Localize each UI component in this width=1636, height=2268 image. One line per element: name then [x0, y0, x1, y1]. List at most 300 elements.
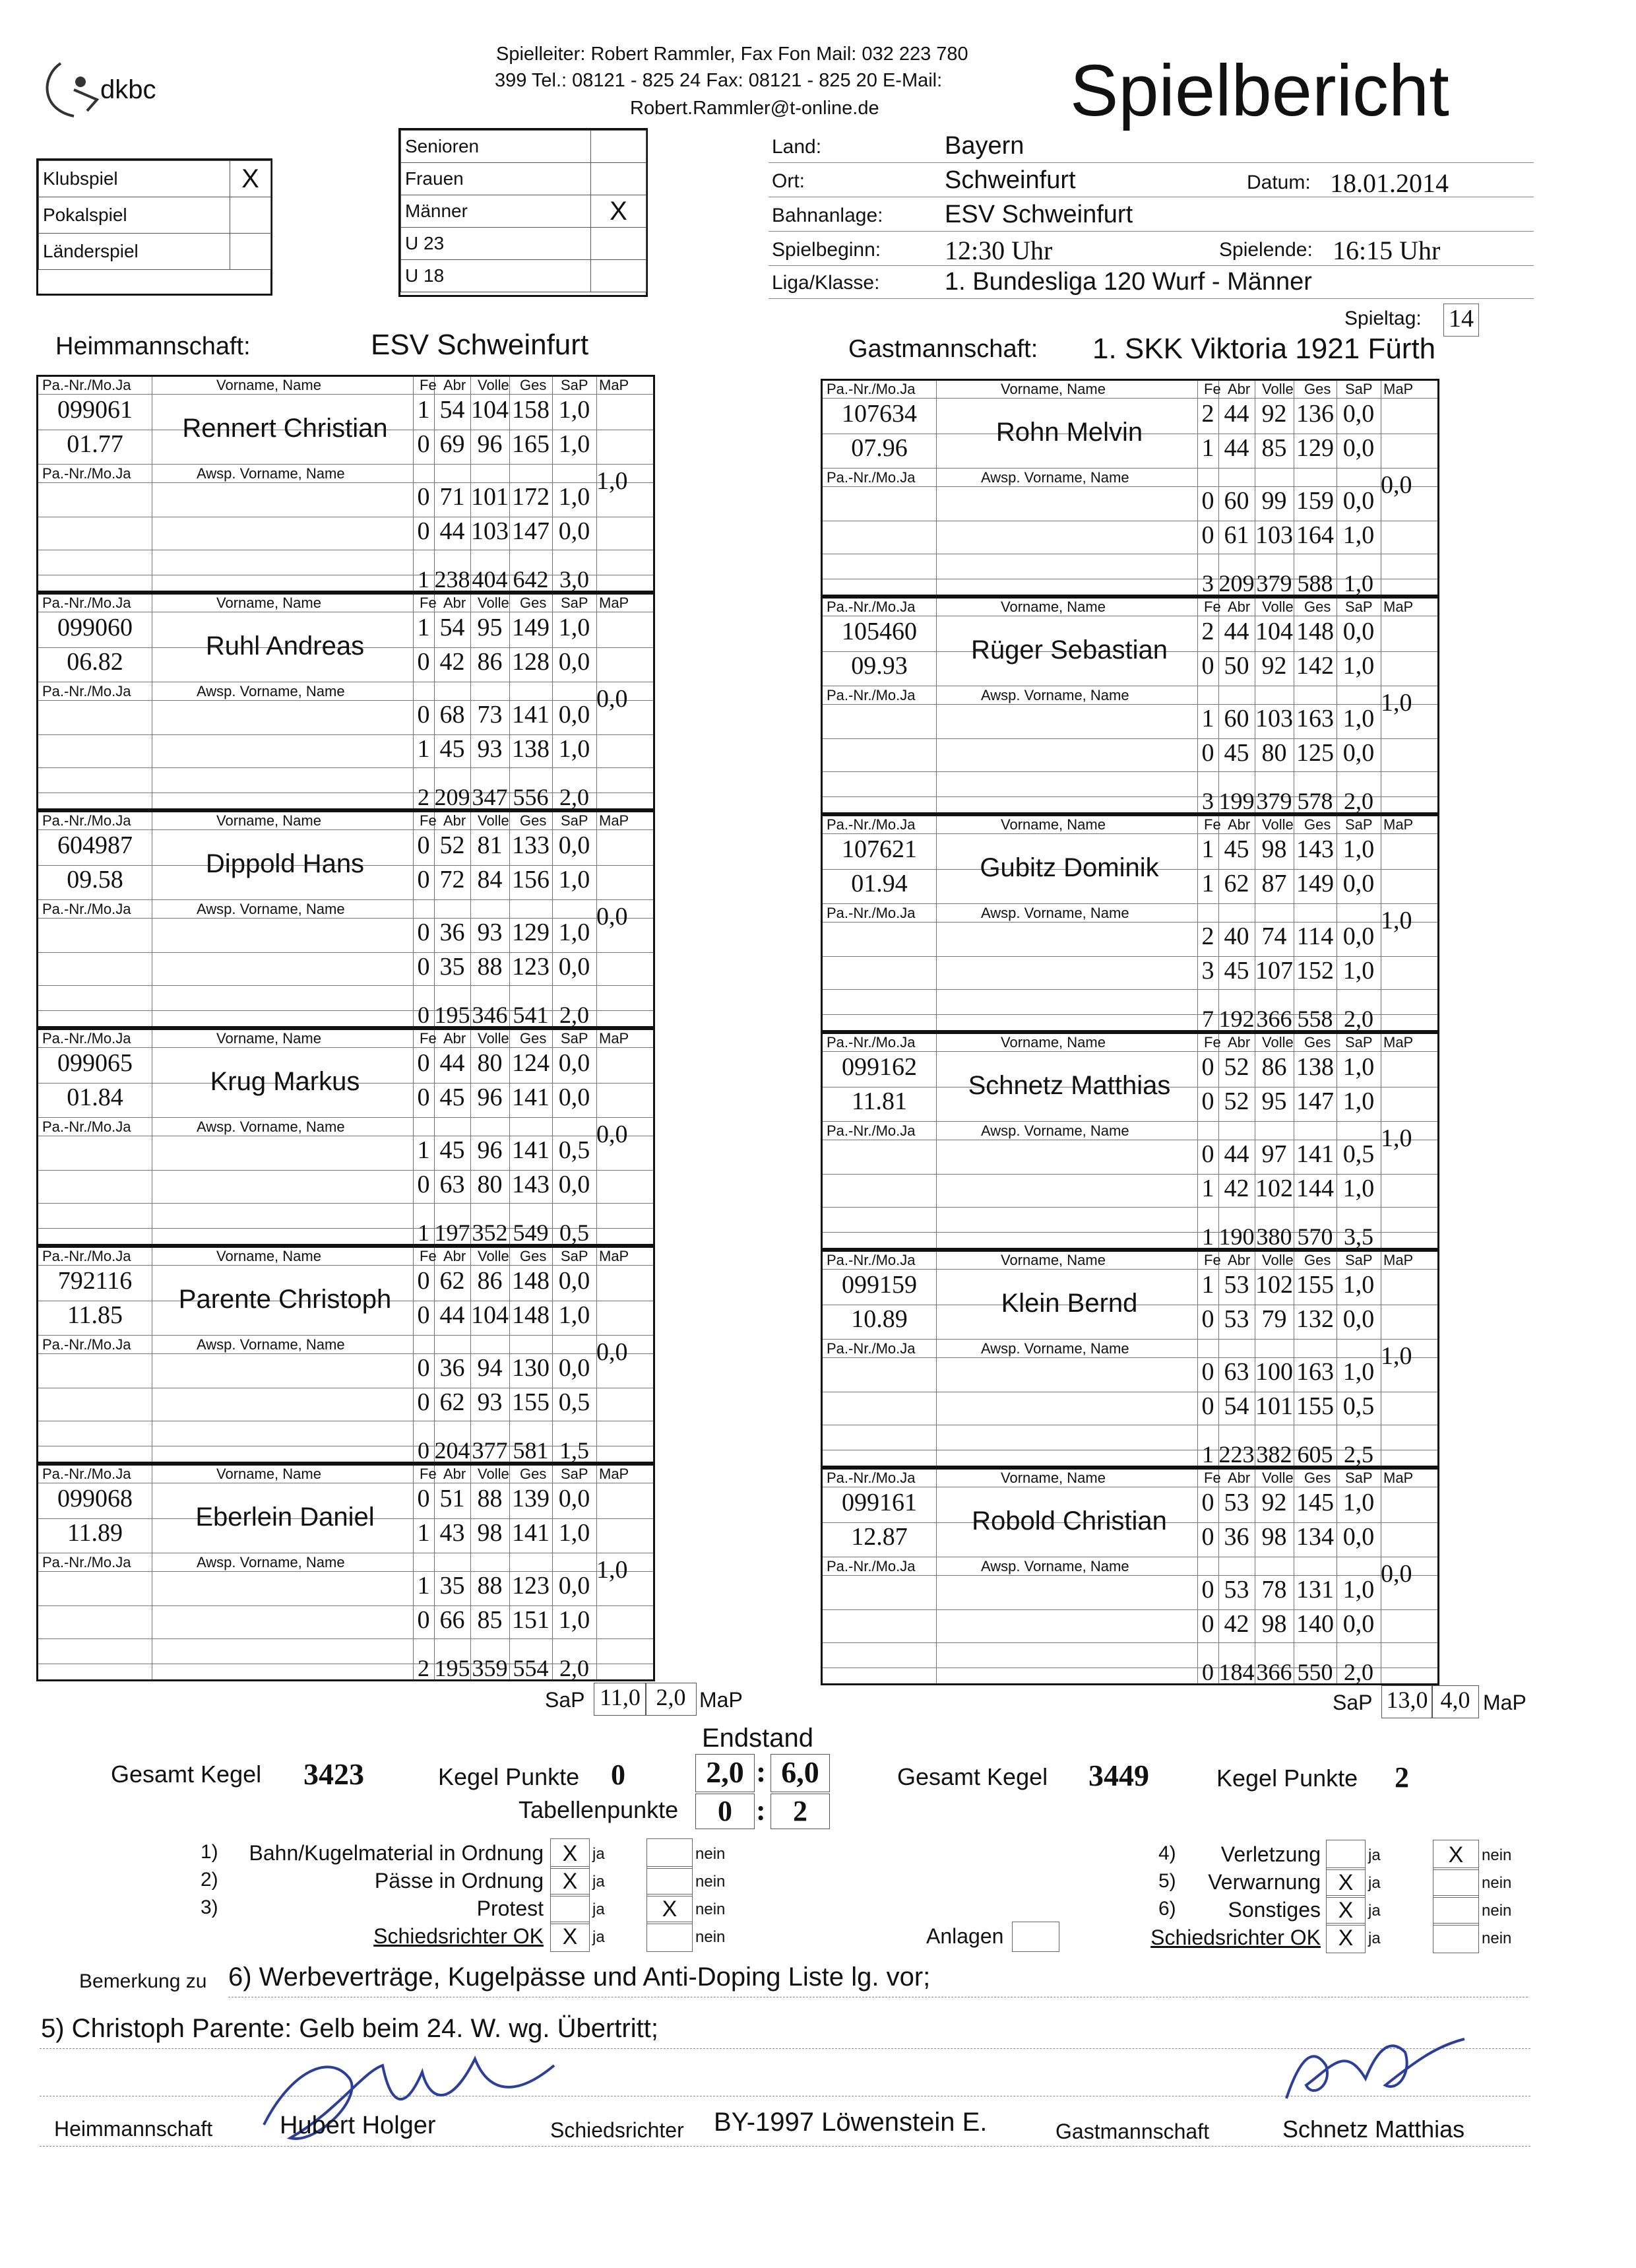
- grid-line: [38, 829, 653, 830]
- player-block: [36, 593, 655, 810]
- ja-label: ja: [1368, 1874, 1381, 1892]
- game-value: 0,0: [558, 1084, 590, 1111]
- game-type-row: [39, 197, 271, 234]
- category-label: U 23: [401, 228, 591, 260]
- game-value: 1,0: [1342, 1175, 1375, 1202]
- ende-value: 16:15 Uhr: [1333, 236, 1441, 265]
- checkbox-nein[interactable]: [646, 1922, 693, 1952]
- player-birth-date: 11.85: [67, 1301, 123, 1329]
- datum-label: Datum:: [1247, 172, 1311, 193]
- game-type-checkbox: [230, 234, 271, 270]
- grid-line: [38, 1203, 653, 1204]
- column-header: MaP: [1383, 599, 1414, 615]
- game-value: 130: [512, 1354, 550, 1382]
- home-team-label: Heimmannschaft:: [55, 333, 251, 360]
- total-value: 642: [513, 566, 549, 593]
- game-value: 53: [1224, 1271, 1249, 1299]
- grid-line: [823, 989, 1437, 990]
- nein-label: nein: [1482, 1846, 1512, 1864]
- map-value: 1,0: [1381, 907, 1412, 934]
- total-value: 404: [472, 566, 508, 593]
- column-header: Abr: [1228, 1470, 1251, 1486]
- player-pass-number: 107634: [842, 400, 917, 428]
- column-header: Volle: [1262, 599, 1294, 615]
- checkbox-ja[interactable]: X: [1326, 1923, 1366, 1953]
- endstand-label: Endstand: [702, 1724, 814, 1753]
- guest-signature: [1273, 2019, 1471, 2112]
- guest-sign-name: Schnetz Matthias: [1282, 2116, 1465, 2143]
- remarks-label: Bemerkung zu: [79, 1970, 207, 1992]
- check-number: 1): [201, 1841, 218, 1863]
- grid-line: [38, 1117, 653, 1118]
- column-header: SaP: [1345, 599, 1373, 615]
- column-header: Volle: [478, 595, 509, 611]
- column-header: Awsp. Vorname, Name: [197, 1336, 345, 1353]
- game-value: 44: [1224, 1140, 1249, 1168]
- game-value: 52: [1224, 1053, 1249, 1081]
- column-header: Ges: [1304, 381, 1331, 397]
- game-value: 84: [477, 866, 503, 893]
- total-value: 2: [418, 784, 429, 810]
- bahn-value: ESV Schweinfurt: [945, 201, 1133, 228]
- home-kegel-label: Gesamt Kegel: [111, 1761, 262, 1788]
- game-value: 138: [512, 735, 550, 763]
- game-value: 155: [1296, 1392, 1334, 1420]
- column-header: Fe: [420, 377, 437, 393]
- column-header: Pa.-Nr./Mo.Ja: [827, 1252, 916, 1268]
- column-header: MaP: [599, 1248, 629, 1264]
- column-header: Pa.-Nr./Mo.Ja: [827, 599, 916, 615]
- player-pass-number: 099068: [57, 1485, 133, 1512]
- game-value: 0: [1201, 1358, 1214, 1386]
- column-header: Pa.-Nr./Mo.Ja: [827, 687, 916, 703]
- checkbox-nein[interactable]: X: [1433, 1840, 1479, 1870]
- game-value: 2: [1201, 618, 1214, 645]
- column-header: Vorname, Name: [216, 812, 321, 829]
- total-value: 588: [1297, 570, 1333, 597]
- game-value: 140: [1296, 1610, 1334, 1638]
- player-birth-date: 10.89: [851, 1305, 908, 1333]
- game-value: 0: [417, 1485, 430, 1512]
- column-header: MaP: [1383, 381, 1414, 397]
- game-value: 148: [512, 1301, 550, 1329]
- checkbox-ja[interactable]: X: [1326, 1895, 1366, 1926]
- game-value: 0: [417, 648, 430, 676]
- column-header: Pa.-Nr./Mo.Ja: [42, 595, 131, 611]
- game-value: 1,0: [558, 1301, 590, 1329]
- column-header: SaP: [561, 812, 588, 829]
- game-value: 42: [439, 648, 465, 676]
- player-pass-number: 107621: [842, 835, 917, 863]
- total-value: 366: [1256, 1659, 1292, 1685]
- player-birth-date: 09.58: [67, 866, 123, 893]
- player-pass-number: 099060: [57, 614, 133, 641]
- game-value: 73: [477, 701, 503, 729]
- guest-map-label: MaP: [1483, 1691, 1526, 1714]
- game-value: 93: [477, 919, 503, 946]
- total-value: 0: [418, 1437, 429, 1464]
- game-value: 44: [439, 1049, 465, 1077]
- checkbox-ja[interactable]: X: [550, 1922, 590, 1952]
- game-value: 92: [1261, 1489, 1287, 1516]
- column-header: Abr: [1228, 599, 1251, 615]
- player-pass-number: 099061: [57, 396, 133, 424]
- grid-line: [38, 899, 653, 900]
- home-sign-name: Hubert Holger: [280, 2112, 436, 2139]
- checkbox-ja[interactable]: [550, 1894, 590, 1924]
- column-header: Volle: [1262, 1470, 1294, 1486]
- game-value: 1,0: [1342, 1271, 1375, 1299]
- game-value: 95: [1261, 1087, 1287, 1115]
- guest-team-label: Gastmannschaft:: [848, 335, 1038, 363]
- game-value: 141: [512, 1519, 550, 1547]
- column-header: Vorname, Name: [1001, 1470, 1106, 1486]
- column-header: Pa.-Nr./Mo.Ja: [827, 469, 916, 486]
- total-value: 209: [1218, 570, 1255, 597]
- checkbox-nein[interactable]: [1433, 1867, 1479, 1898]
- map-value: 1,0: [596, 1556, 628, 1584]
- liga-label: Liga/Klasse:: [772, 272, 880, 294]
- column-header: SaP: [1345, 381, 1373, 397]
- game-value: 159: [1296, 487, 1334, 515]
- game-value: 79: [1261, 1305, 1287, 1333]
- column-header: Volle: [1262, 1252, 1294, 1268]
- game-value: 0,5: [558, 1136, 590, 1164]
- game-value: 1,0: [1342, 705, 1375, 732]
- game-value: 100: [1255, 1358, 1293, 1386]
- grid-line: [823, 1339, 1437, 1340]
- home-team-name: ESV Schweinfurt: [371, 329, 589, 361]
- game-value: 163: [1296, 1358, 1334, 1386]
- player-birth-date: 09.93: [851, 652, 908, 680]
- check-label: Sonstiges: [1228, 1898, 1321, 1922]
- column-header: Pa.-Nr./Mo.Ja: [827, 816, 916, 833]
- game-value: 136: [1296, 400, 1334, 428]
- home-sap-label: SaP: [545, 1688, 585, 1712]
- game-value: 0,5: [1342, 1140, 1375, 1168]
- category-label: U 18: [401, 260, 591, 292]
- total-value: 0: [1202, 1659, 1214, 1685]
- column-header: Vorname, Name: [1001, 1034, 1106, 1051]
- player-birth-date: 01.77: [67, 430, 123, 458]
- checkbox-ja[interactable]: X: [1326, 1867, 1366, 1898]
- column-header: Pa.-Nr./Mo.Ja: [827, 1558, 916, 1574]
- guest-punkte-value: 2: [1395, 1761, 1409, 1794]
- game-value: 147: [1296, 1087, 1334, 1115]
- column-header: Vorname, Name: [1001, 381, 1106, 397]
- column-header: Ges: [520, 1030, 547, 1047]
- column-header: Fe: [1204, 599, 1221, 615]
- game-value: 35: [439, 953, 465, 981]
- game-value: 1,0: [1342, 1358, 1375, 1386]
- game-value: 0: [1201, 1087, 1214, 1115]
- game-value: 165: [512, 430, 550, 458]
- game-value: 94: [477, 1354, 503, 1382]
- game-value: 63: [1224, 1358, 1249, 1386]
- column-header: SaP: [1345, 1252, 1373, 1268]
- game-value: 85: [1261, 434, 1287, 462]
- grid-line: [823, 1269, 1437, 1270]
- ja-label: ja: [1368, 1902, 1381, 1920]
- game-value: 0,0: [558, 1049, 590, 1077]
- game-value: 123: [512, 953, 550, 981]
- category-checkbox: X: [591, 195, 646, 228]
- total-value: 2,0: [559, 1002, 589, 1028]
- column-header: Fe: [1204, 1470, 1221, 1486]
- column-header: Ges: [1304, 599, 1331, 615]
- grid-line: [823, 1121, 1437, 1122]
- total-value: 2,0: [559, 784, 589, 810]
- total-value: 556: [513, 784, 549, 810]
- grid-line: [936, 1034, 937, 1248]
- checkbox-nein[interactable]: [646, 1866, 693, 1896]
- total-value: 238: [434, 566, 470, 593]
- game-value: 123: [512, 1572, 550, 1600]
- column-header: Pa.-Nr./Mo.Ja: [42, 465, 131, 482]
- column-header: Pa.-Nr./Mo.Ja: [42, 1466, 131, 1482]
- column-header: Awsp. Vorname, Name: [197, 1118, 345, 1135]
- game-value: 1,0: [1342, 521, 1375, 549]
- game-value: 0: [1201, 521, 1214, 549]
- game-value: 1,0: [1342, 1053, 1375, 1081]
- column-header: Awsp. Vorname, Name: [197, 465, 345, 482]
- column-header: Awsp. Vorname, Name: [981, 1122, 1129, 1139]
- player-block: [36, 810, 655, 1028]
- game-value: 1: [1201, 1271, 1214, 1299]
- game-value: 0: [1201, 739, 1214, 767]
- game-value: 141: [512, 1136, 550, 1164]
- game-value: 53: [1224, 1576, 1249, 1604]
- grid-line: [823, 468, 1437, 469]
- column-header: Volle: [1262, 381, 1294, 397]
- game-value: 1,0: [558, 430, 590, 458]
- checkbox-ja[interactable]: X: [550, 1838, 590, 1869]
- total-value: 581: [513, 1437, 549, 1464]
- game-value: 74: [1261, 923, 1287, 950]
- column-header: SaP: [561, 1030, 588, 1047]
- game-value: 44: [1224, 400, 1249, 428]
- game-value: 1,0: [1342, 1489, 1375, 1516]
- column-header: Awsp. Vorname, Name: [981, 1340, 1129, 1357]
- column-header: Ges: [1304, 1034, 1331, 1051]
- game-value: 2: [1201, 400, 1214, 428]
- spielleiter-line2: 399 Tel.: 08121 - 825 24 Fax: 08121 - 825 20 E-Mail:: [495, 70, 943, 91]
- check-label: Schiedsrichter OK: [373, 1924, 544, 1948]
- game-value: 0: [417, 483, 430, 511]
- column-header: SaP: [1345, 816, 1373, 833]
- game-value: 45: [1224, 957, 1249, 985]
- game-value: 144: [1296, 1175, 1334, 1202]
- total-value: 3,0: [559, 566, 589, 593]
- page-title: Spielbericht: [1070, 50, 1449, 131]
- game-value: 164: [1296, 521, 1334, 549]
- grid-line: [38, 1265, 653, 1266]
- checkbox-nein[interactable]: [646, 1838, 693, 1869]
- column-header: Vorname, Name: [1001, 816, 1106, 833]
- player-birth-date: 01.84: [67, 1084, 123, 1111]
- column-header: Abr: [443, 1248, 466, 1264]
- total-value: 379: [1256, 570, 1292, 597]
- grid-line: [38, 1638, 653, 1639]
- game-value: 0: [1201, 652, 1214, 680]
- player-birth-date: 01.94: [851, 870, 908, 897]
- game-value: 0,0: [558, 1572, 590, 1600]
- column-header: Pa.-Nr./Mo.Ja: [827, 905, 916, 921]
- total-value: 379: [1256, 788, 1292, 814]
- check-number: 6): [1158, 1898, 1176, 1920]
- column-header: Abr: [1228, 1034, 1251, 1051]
- game-value: 149: [512, 614, 550, 641]
- game-value: 0: [1201, 1489, 1214, 1516]
- checkbox-ja[interactable]: [1326, 1840, 1366, 1870]
- game-value: 104: [471, 1301, 509, 1329]
- game-type-label: Pokalspiel: [39, 197, 230, 234]
- game-value: 1: [417, 1136, 430, 1164]
- tabellen-label: Tabellenpunkte: [519, 1796, 679, 1823]
- game-value: 151: [512, 1606, 550, 1634]
- game-value: 143: [512, 1171, 550, 1198]
- column-header: Pa.-Nr./Mo.Ja: [42, 683, 131, 699]
- player-block: [36, 375, 655, 593]
- column-header: SaP: [561, 377, 588, 393]
- column-header: Vorname, Name: [216, 1466, 321, 1482]
- nein-label: nein: [1482, 1874, 1512, 1892]
- game-value: 163: [1296, 705, 1334, 732]
- game-value: 0,0: [558, 1267, 590, 1295]
- game-value: 0,0: [1342, 1523, 1375, 1551]
- checkbox-ja[interactable]: X: [550, 1866, 590, 1896]
- total-value: 204: [434, 1437, 470, 1464]
- grid-line: [823, 1207, 1437, 1208]
- category-checkbox: [591, 163, 646, 195]
- game-value: 1: [1201, 870, 1214, 897]
- game-value: 104: [471, 396, 509, 424]
- player-pass-number: 099162: [842, 1053, 917, 1081]
- total-value: 346: [472, 1002, 508, 1028]
- game-value: 52: [439, 831, 465, 859]
- total-value: 0,5: [559, 1219, 589, 1246]
- guest-punkte-label: Kegel Punkte: [1216, 1765, 1358, 1792]
- total-value: 578: [1297, 788, 1333, 814]
- checkbox-nein[interactable]: [1433, 1895, 1479, 1926]
- game-value: 68: [439, 701, 465, 729]
- tab-separator: :: [756, 1794, 766, 1827]
- total-value: 2: [418, 1655, 429, 1681]
- game-value: 0: [1201, 1610, 1214, 1638]
- column-header: Volle: [478, 812, 509, 829]
- category-row: [401, 260, 646, 292]
- ort-value: Schweinfurt: [945, 166, 1076, 194]
- column-header: Ges: [520, 595, 547, 611]
- grid-line: [38, 394, 653, 395]
- game-value: 142: [1296, 652, 1334, 680]
- column-header: Awsp. Vorname, Name: [197, 1554, 345, 1571]
- game-value: 80: [477, 1171, 503, 1198]
- game-value: 2: [1201, 923, 1214, 950]
- game-value: 0: [1201, 1576, 1214, 1604]
- category-checkbox: [591, 260, 646, 292]
- game-value: 0: [417, 919, 430, 946]
- checkbox-nein[interactable]: [1433, 1923, 1479, 1953]
- player-block: [821, 1250, 1439, 1468]
- game-value: 139: [512, 1485, 550, 1512]
- game-value: 53: [1224, 1305, 1249, 1333]
- total-value: 1: [418, 566, 429, 593]
- column-header: Pa.-Nr./Mo.Ja: [827, 1470, 916, 1486]
- column-header: MaP: [599, 595, 629, 611]
- column-header: MaP: [1383, 1034, 1414, 1051]
- ja-label: ja: [1368, 1846, 1381, 1864]
- total-value: 359: [472, 1655, 508, 1681]
- game-value: 134: [1296, 1523, 1334, 1551]
- game-value: 42: [1224, 1610, 1249, 1638]
- game-value: 54: [1224, 1392, 1249, 1420]
- game-type-label: Klubspiel: [39, 161, 230, 197]
- player-block: [821, 597, 1439, 814]
- player-name: Dippold Hans: [205, 849, 365, 878]
- spielleiter-email: Robert.Rammler@t-online.de: [630, 98, 879, 119]
- column-header: Vorname, Name: [216, 1248, 321, 1264]
- game-value: 0,0: [558, 831, 590, 859]
- category-checkbox: [591, 228, 646, 260]
- column-header: Abr: [443, 377, 466, 393]
- column-header: Vorname, Name: [216, 595, 321, 611]
- game-value: 0: [417, 1354, 430, 1382]
- game-value: 147: [512, 517, 550, 545]
- player-name: Klein Bernd: [1001, 1289, 1138, 1318]
- checkbox-nein[interactable]: X: [646, 1894, 693, 1924]
- game-value: 61: [1224, 521, 1249, 549]
- player-block: [821, 1032, 1439, 1250]
- game-value: 155: [512, 1388, 550, 1416]
- game-value: 133: [512, 831, 550, 859]
- nein-label: nein: [695, 1928, 726, 1946]
- game-value: 103: [1255, 521, 1293, 549]
- guest-sap-label: SaP: [1333, 1691, 1373, 1714]
- grid-line: [38, 1335, 653, 1336]
- game-value: 124: [512, 1049, 550, 1077]
- guest-sign-label: Gastmannschaft: [1055, 2120, 1209, 2143]
- game-value: 1,0: [1342, 835, 1375, 863]
- player-block: [36, 1028, 655, 1246]
- map-value: 0,0: [596, 685, 628, 713]
- game-type-table: [38, 160, 271, 270]
- category-row: [401, 131, 646, 163]
- category-label: Frauen: [401, 163, 591, 195]
- category-checkbox: [591, 131, 646, 163]
- grid-line: [936, 1470, 937, 1683]
- game-value: 0,0: [1342, 487, 1375, 515]
- check-number: 4): [1158, 1842, 1176, 1864]
- map-value: 1,0: [1381, 1124, 1412, 1152]
- game-type-checkbox: [230, 197, 271, 234]
- column-header: Awsp. Vorname, Name: [981, 469, 1129, 486]
- game-value: 1: [417, 735, 430, 763]
- game-value: 1,0: [558, 1519, 590, 1547]
- game-value: 96: [477, 1136, 503, 1164]
- home-sap-total: 11,0: [594, 1683, 646, 1716]
- game-value: 1,0: [1342, 957, 1375, 985]
- column-header: Ges: [520, 812, 547, 829]
- column-header: Vorname, Name: [1001, 1252, 1106, 1268]
- total-value: 605: [1297, 1441, 1333, 1468]
- game-value: 53: [1224, 1489, 1249, 1516]
- grid-line: [823, 771, 1437, 772]
- game-value: 0: [417, 866, 430, 893]
- game-value: 103: [471, 517, 509, 545]
- game-value: 0: [417, 517, 430, 545]
- grid-line: [38, 1047, 653, 1048]
